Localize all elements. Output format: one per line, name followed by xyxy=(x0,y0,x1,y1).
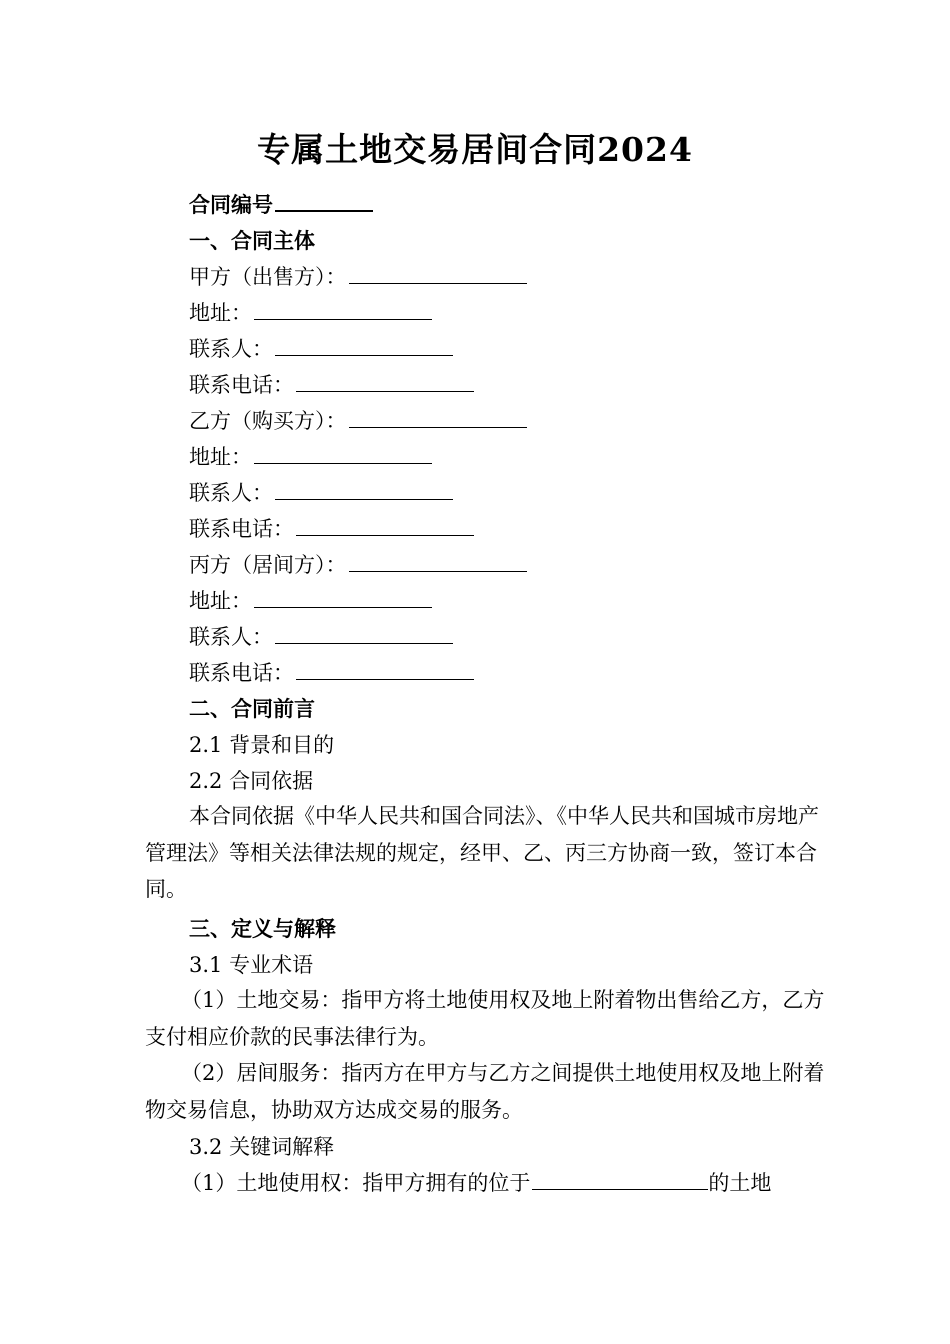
party-b-phone-line xyxy=(189,514,474,544)
party-a-label: 甲方（出售方）： xyxy=(189,265,347,289)
party-b-address-blank[interactable] xyxy=(254,443,432,464)
party-c-label: 丙方（居间方）： xyxy=(189,553,347,577)
party-a-line xyxy=(189,262,527,292)
party-c-contact-line xyxy=(189,622,453,652)
keyword-1-line xyxy=(181,1168,771,1198)
land-location-blank[interactable] xyxy=(532,1169,708,1190)
party-b-phone-label: 联系电话： xyxy=(189,517,294,541)
section-2-heading: 二、合同前言 xyxy=(189,696,315,721)
party-a-phone-label: 联系电话： xyxy=(189,373,294,397)
document-title: 专属土地交易居间合同2024 xyxy=(257,130,693,169)
party-a-contact-line xyxy=(189,334,453,364)
party-b-address-label: 地址： xyxy=(189,445,252,469)
party-c-phone-blank[interactable] xyxy=(296,659,474,680)
party-b-blank[interactable] xyxy=(349,407,527,428)
party-b-contact-line xyxy=(189,478,453,508)
section-3-1: 3.1 专业术语 xyxy=(189,953,314,977)
contract-number-blank[interactable] xyxy=(275,190,373,212)
contract-number-line xyxy=(189,190,373,220)
term-1-paragraph: （1）土地交易：指甲方将土地使用权及地上附着物出售给乙方，乙方支付相应价款的民事法律行为。 xyxy=(145,988,825,1049)
party-c-phone-line xyxy=(189,658,474,688)
section-3-2: 3.2 关键词解释 xyxy=(189,1135,335,1159)
party-c-contact-label: 联系人： xyxy=(189,625,273,649)
party-b-phone-blank[interactable] xyxy=(296,515,474,536)
party-c-phone-label: 联系电话： xyxy=(189,661,294,685)
party-a-blank[interactable] xyxy=(349,263,527,284)
party-a-phone-blank[interactable] xyxy=(296,371,474,392)
party-a-address-blank[interactable] xyxy=(254,299,432,320)
party-c-address-line xyxy=(189,586,432,616)
party-c-address-label: 地址： xyxy=(189,589,252,613)
section-1-heading: 一、合同主体 xyxy=(189,228,315,253)
party-a-address-label: 地址： xyxy=(189,301,252,325)
party-b-label: 乙方（购买方）： xyxy=(189,409,347,433)
party-b-line xyxy=(189,406,527,436)
party-c-address-blank[interactable] xyxy=(254,587,432,608)
party-a-address-line xyxy=(189,298,432,328)
party-c-contact-blank[interactable] xyxy=(275,623,453,644)
keyword-1-text-a: （1）土地使用权：指甲方拥有的位于 xyxy=(181,1171,531,1195)
section-2-2: 2.2 合同依据 xyxy=(189,769,314,793)
party-a-contact-blank[interactable] xyxy=(275,335,453,356)
party-a-contact-label: 联系人： xyxy=(189,337,273,361)
party-c-line xyxy=(189,550,527,580)
party-a-phone-line xyxy=(189,370,474,400)
contract-number-label: 合同编号 xyxy=(189,192,273,217)
section-2-1: 2.1 背景和目的 xyxy=(189,733,335,757)
party-b-address-line xyxy=(189,442,432,472)
keyword-1-text-b: 的土地 xyxy=(708,1171,772,1195)
party-b-contact-blank[interactable] xyxy=(275,479,453,500)
term-2-paragraph: （2）居间服务：指丙方在甲方与乙方之间提供土地使用权及地上附着物交易信息，协助双方达成交易的服务。 xyxy=(145,1061,825,1122)
section-3-heading: 三、定义与解释 xyxy=(189,916,336,941)
basis-paragraph: 本合同依据《中华人民共和国合同法》、《中华人民共和国城市房地产管理法》等相关法律法规的规定，经甲、乙、丙三方协商一致，签订本合同。 xyxy=(145,804,819,901)
party-c-blank[interactable] xyxy=(349,551,527,572)
party-b-contact-label: 联系人： xyxy=(189,481,273,505)
